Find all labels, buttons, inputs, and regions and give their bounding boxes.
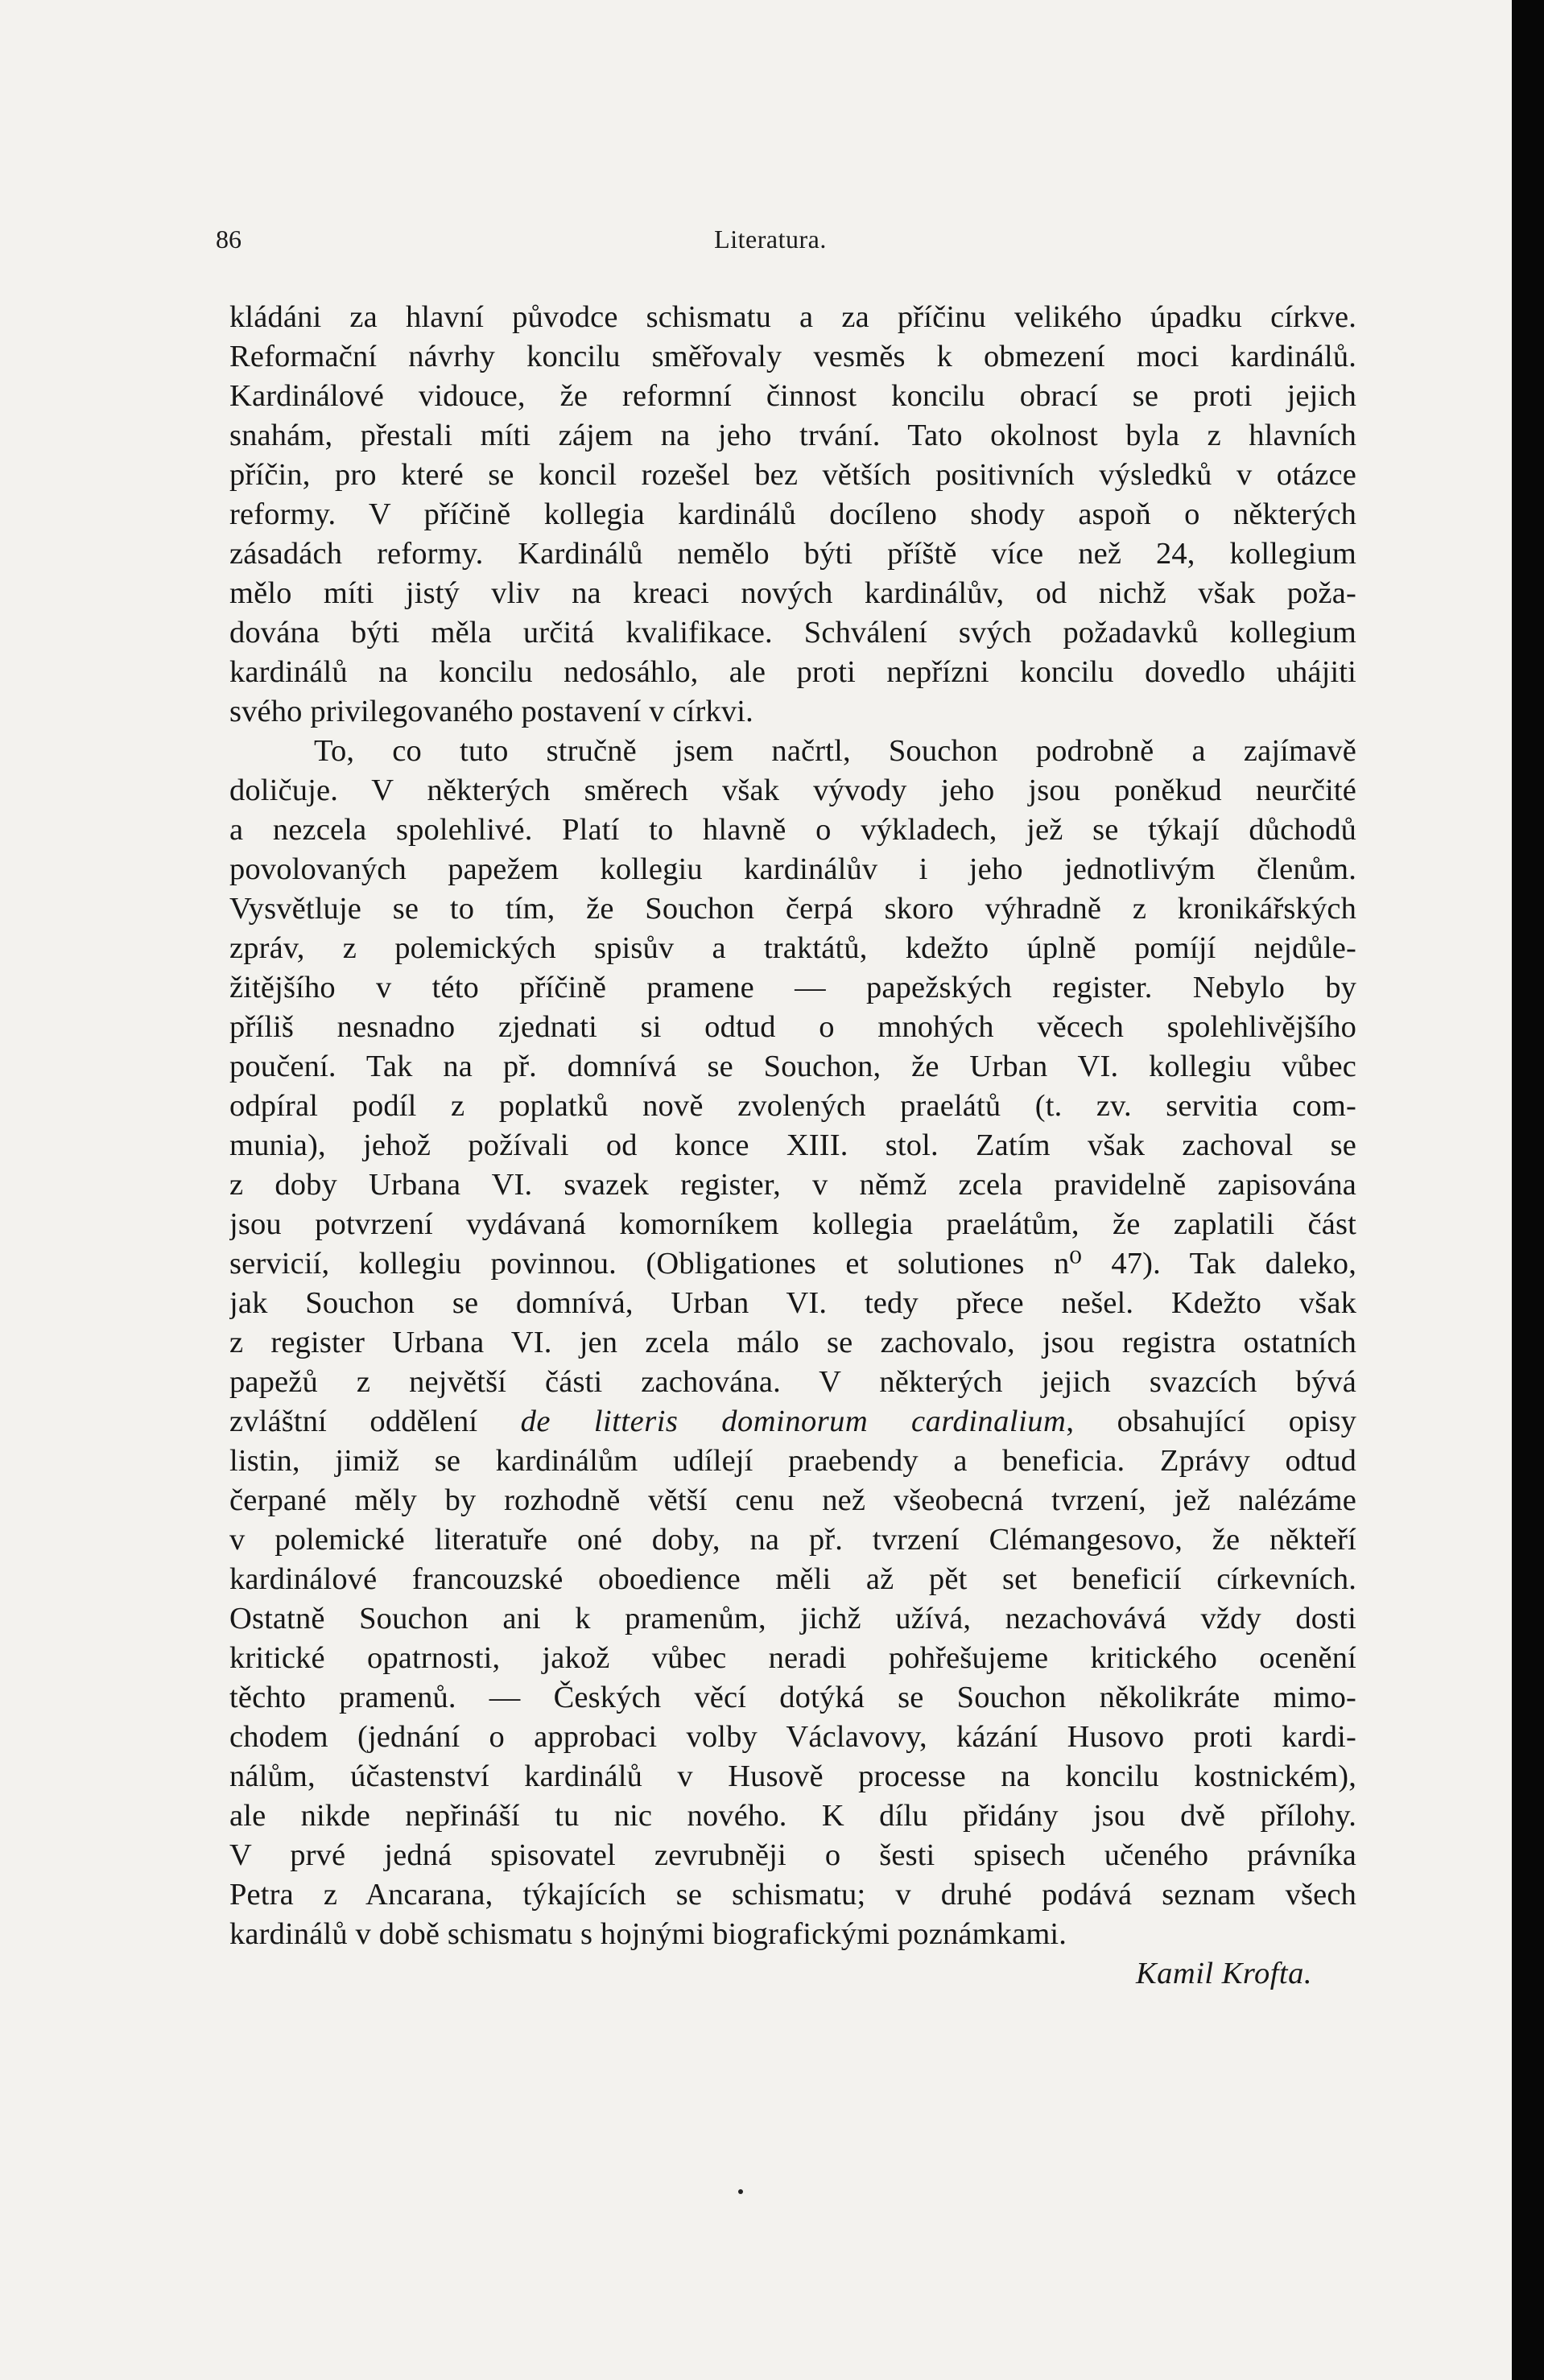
page-number: 86 <box>216 225 242 254</box>
text-line-with-italic-title <box>229 1402 1356 1442</box>
text-line: jsou potvrzení vydávaná komorníkem kollegia praelátům, že zaplatili část <box>229 1207 1356 1241</box>
text-line: kardinálů v době schismatu s hojnými biografickými poznámkami. <box>229 1917 1067 1951</box>
text-line: poučení. Tak na př. domnívá se Souchon, že Urban VI. kollegiu vůbec <box>229 1050 1356 1083</box>
text-line: munia), jehož požívali od konce XIII. stol. Zatím však zachoval se <box>229 1128 1356 1162</box>
text-line: zpráv, z polemických spisův a traktátů, kdežto úplně pomíjí nejdůle- <box>229 931 1356 965</box>
text-line: Reformační návrhy koncilu směřovaly vesměs k obmezení moci kardinálů. <box>229 340 1356 373</box>
paragraph-1 <box>229 298 1356 732</box>
text-line: žitějšího v této příčině pramene — papežských register. Nebylo by <box>229 971 1356 1004</box>
text-line: v polemické literatuře oné doby, na př. tvrzení Clémangesovo, že někteří <box>229 1523 1356 1557</box>
print-mark <box>738 2189 743 2194</box>
text-line: chodem (jednání o approbaci volby Václavovy, kázání Husovo proti kardi- <box>229 1720 1356 1754</box>
page-header <box>216 220 1325 258</box>
text-line: snahám, přestali míti zájem na jeho trvání. Tato okolnost byla z hlavních <box>229 419 1356 452</box>
text-line: příčin, pro které se koncil rozešel bez větších positivních výsledků v otázce <box>229 458 1356 492</box>
text-line: servicií, kollegiu povinnou. (Obligationes et solutiones n⁰ 47). Tak daleko, <box>229 1247 1356 1281</box>
text-line: nálům, účastenství kardinálů v Husově processe na koncilu kostnickém), <box>229 1759 1356 1793</box>
running-title: Literatura. <box>714 225 827 254</box>
text-line: kritické opatrnosti, jakož vůbec neradi pohřešujeme kritického ocenění <box>229 1641 1356 1675</box>
text-line: reformy. V příčině kollegia kardinálů docíleno shody aspoň o některých <box>229 497 1356 531</box>
text-line: Ostatně Souchon ani k pramenům, jichž užívá, nezachovává vždy dosti <box>229 1602 1356 1635</box>
italic-register-title: de litteris dominorum cardinalium <box>520 1404 1067 1438</box>
text-line: doličuje. V některých směrech však vývody jeho jsou poněkud neurčité <box>229 773 1356 807</box>
text-line: čerpané měly by rozhodně větší cenu než všeobecná tvrzení, jež nalézáme <box>229 1483 1356 1517</box>
text-line: To, co tuto stručně jsem načrtl, Souchon podrobně a zajímavě <box>314 734 1356 768</box>
text-line: z doby Urbana VI. svazek register, v němž zcela pravidelně zapisována <box>229 1168 1356 1202</box>
paragraph-2-part-1 <box>229 732 1356 1402</box>
text-line: kládáni za hlavní původce schismatu a za příčinu velikého úpadku církve. <box>229 300 1356 334</box>
text-line: dována býti měla určitá kvalifikace. Schválení svých požadavků kollegium <box>229 616 1356 650</box>
text-line: zásadách reformy. Kardinálů nemělo býti příště více než 24, kollegium <box>229 537 1356 571</box>
italic-line-after: , obsahující opisy <box>1066 1404 1356 1438</box>
text-line: z register Urbana VI. jen zcela málo se zachovalo, jsou registra ostatních <box>229 1326 1356 1359</box>
article-text <box>229 298 1356 1994</box>
text-line: papežů z největší části zachována. V některých jejich svazcích bývá <box>229 1365 1356 1399</box>
text-line: V prvé jedná spisovatel zevrubněji o šesti spisech učeného právníka <box>229 1838 1356 1872</box>
italic-line-before: zvláštní oddělení <box>229 1404 521 1438</box>
text-line: Petra z Ancarana, týkajících se schismatu; v druhé podává seznam všech <box>229 1878 1356 1912</box>
author-signature: Kamil Krofta. <box>1135 1957 1312 1990</box>
text-line: Vysvětluje se to tím, že Souchon čerpá skoro výhradně z kronikářských <box>229 892 1356 926</box>
text-line: jak Souchon se domnívá, Urban VI. tedy přece nešel. Kdežto však <box>229 1286 1356 1320</box>
text-line: Kardinálové vidouce, že reformní činnost koncilu obrací se proti jejich <box>229 379 1356 413</box>
text-line: povolovaných papežem kollegiu kardinálův i jeho jednotlivým členům. <box>229 852 1356 886</box>
text-line: svého privilegovaného postavení v církvi. <box>229 695 753 728</box>
paragraph-2-part-2 <box>229 1442 1356 1954</box>
text-line: mělo míti jistý vliv na kreaci nových kardinálův, od nichž však poža- <box>229 576 1356 610</box>
text-line: a nezcela spolehlivé. Platí to hlavně o výkladech, jež se týkají důchodů <box>229 813 1356 847</box>
text-line: listin, jimiž se kardinálům udílejí praebendy a beneficia. Zprávy odtud <box>229 1444 1356 1478</box>
text-line: ale nikde nepřináší tu nic nového. K dílu přidány jsou dvě přílohy. <box>229 1799 1356 1833</box>
text-line: příliš nesnadno zjednati si odtud o mnohých věcech spolehlivějšího <box>229 1010 1356 1044</box>
text-line: odpíral podíl z poplatků nově zvolených praelátů (t. zv. servitia com- <box>229 1089 1356 1123</box>
text-line: kardinálové francouzské oboedience měli až pět set beneficií církevních. <box>229 1562 1356 1596</box>
text-line: kardinálů na koncilu nedosáhlo, ale proti nepřízni koncilu dovedlo uhájiti <box>229 655 1356 689</box>
text-line: těchto pramenů. — Českých věcí dotýká se Souchon několikráte mimo- <box>229 1681 1356 1714</box>
